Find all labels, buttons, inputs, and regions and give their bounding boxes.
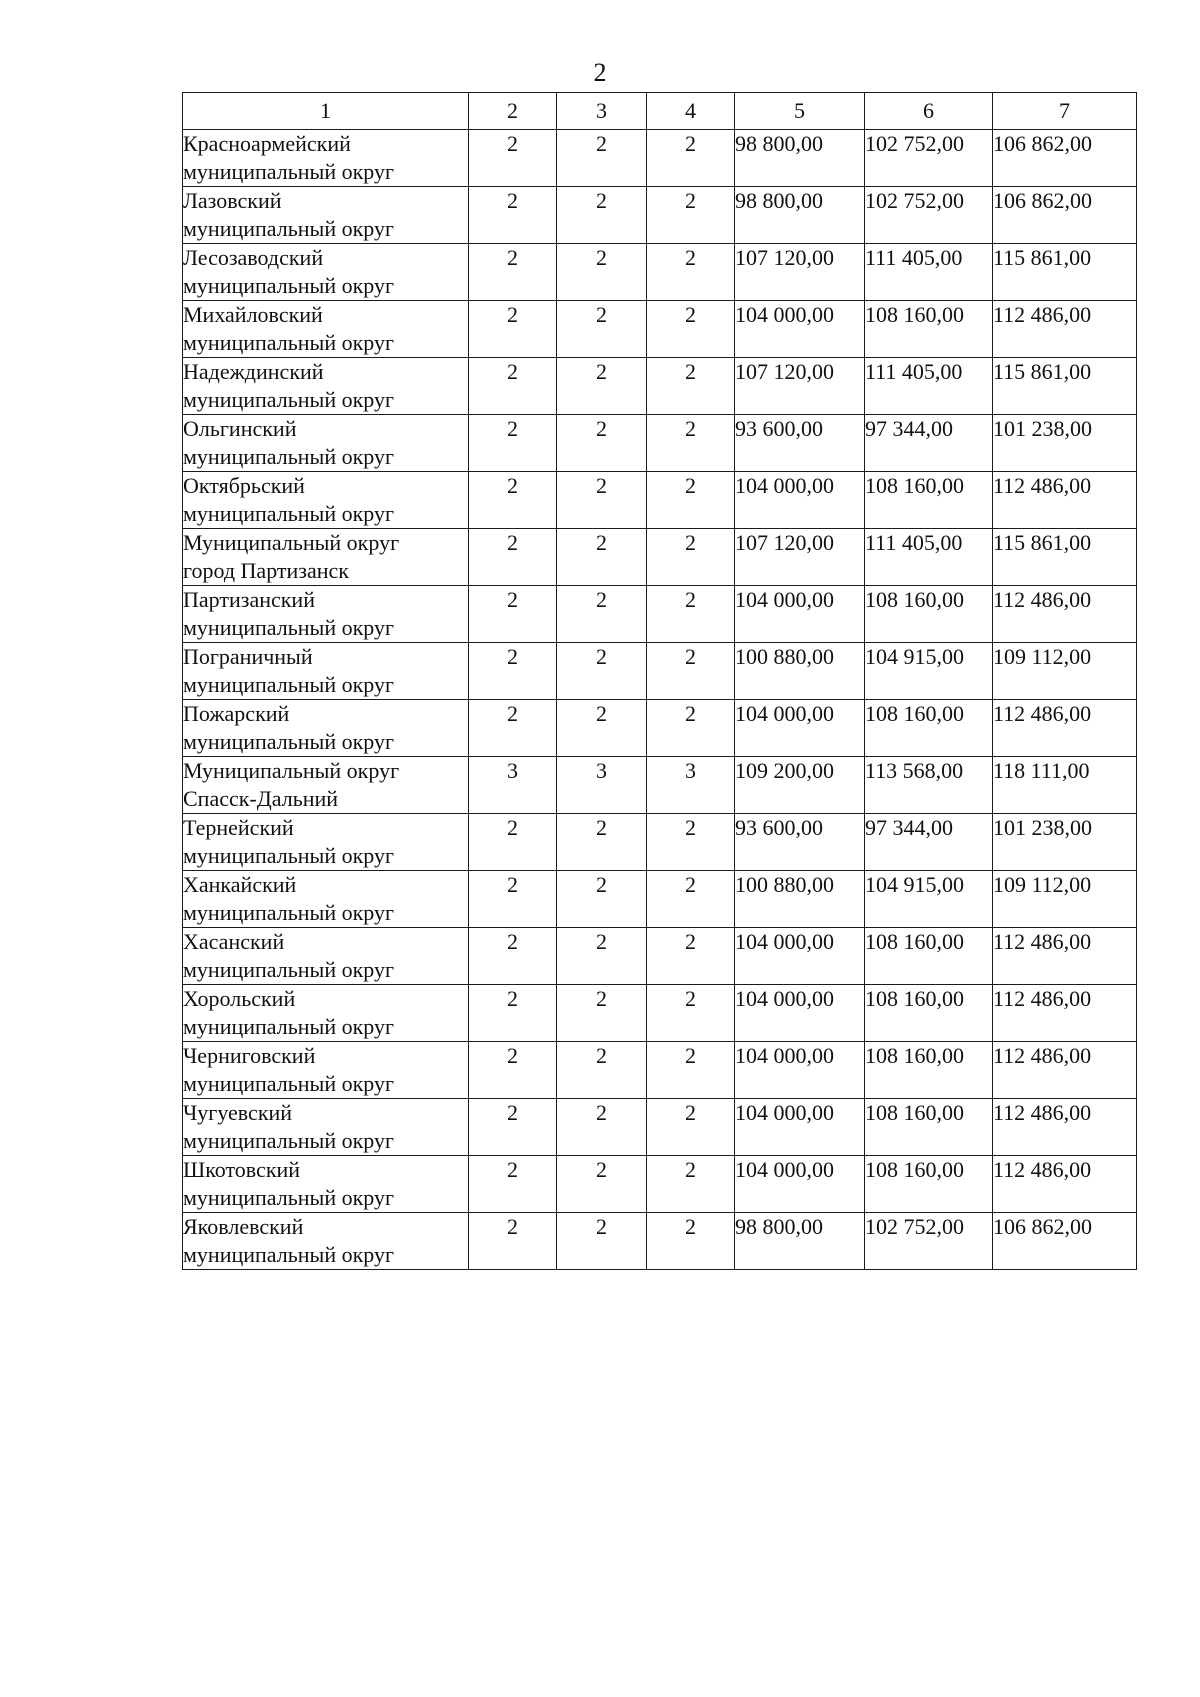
table-row <box>183 1213 1137 1270</box>
count-cell-c3: 2 <box>557 871 647 928</box>
table-row <box>183 757 1137 814</box>
table-row <box>183 358 1137 415</box>
amount-cell-c5: 104 000,00 <box>735 1042 865 1099</box>
page-number: 2 <box>593 58 607 87</box>
district-name-cell <box>183 1042 469 1099</box>
district-name-line-1: Пограничный <box>183 644 313 669</box>
table-row <box>183 529 1137 586</box>
amount-cell-c7: 112 486,00 <box>993 472 1137 529</box>
count-cell-c3: 2 <box>557 814 647 871</box>
amount-cell-c7: 109 112,00 <box>993 643 1137 700</box>
amount-cell-c7: 106 862,00 <box>993 130 1137 187</box>
amount-cell-c7: 115 861,00 <box>993 244 1137 301</box>
table-row <box>183 700 1137 757</box>
district-name-line-1: Яковлевский <box>183 1214 304 1239</box>
district-name-line-1: Шкотовский <box>183 1157 301 1182</box>
district-name-line-2: муниципальный округ <box>183 1242 395 1267</box>
column-header: 6 <box>865 93 993 130</box>
district-name-line-2: муниципальный округ <box>183 843 395 868</box>
amount-cell-c7: 115 861,00 <box>993 529 1137 586</box>
district-name-line-2: муниципальный округ <box>183 387 395 412</box>
amount-cell-c5: 98 800,00 <box>735 1213 865 1270</box>
amount-cell-c7: 112 486,00 <box>993 1099 1137 1156</box>
district-name-line-1: Красноармейский <box>183 131 351 156</box>
amount-cell-c5: 100 880,00 <box>735 643 865 700</box>
count-cell-c4: 2 <box>647 472 735 529</box>
district-name-line-1: Хорольский <box>183 986 296 1011</box>
count-cell-c4: 2 <box>647 130 735 187</box>
count-cell-c2: 2 <box>469 700 557 757</box>
amount-cell-c5: 107 120,00 <box>735 244 865 301</box>
table-row <box>183 244 1137 301</box>
amount-cell-c6: 108 160,00 <box>865 700 993 757</box>
amount-cell-c6: 113 568,00 <box>865 757 993 814</box>
header-row <box>183 93 1137 130</box>
count-cell-c2: 2 <box>469 985 557 1042</box>
district-name-cell <box>183 1156 469 1213</box>
amount-cell-c7: 118 111,00 <box>993 757 1137 814</box>
amount-cell-c5: 104 000,00 <box>735 1156 865 1213</box>
amount-cell-c5: 104 000,00 <box>735 928 865 985</box>
district-name-line-2: муниципальный округ <box>183 273 395 298</box>
district-name-line-1: Муниципальный округ <box>183 758 400 783</box>
amount-cell-c7: 106 862,00 <box>993 1213 1137 1270</box>
table-row <box>183 301 1137 358</box>
table-row <box>183 415 1137 472</box>
amount-cell-c6: 108 160,00 <box>865 928 993 985</box>
count-cell-c2: 2 <box>469 1099 557 1156</box>
amount-cell-c5: 104 000,00 <box>735 472 865 529</box>
district-name-line-2: муниципальный округ <box>183 729 395 754</box>
district-name-line-1: Муниципальный округ <box>183 530 400 555</box>
district-name-cell <box>183 586 469 643</box>
count-cell-c4: 2 <box>647 1099 735 1156</box>
count-cell-c2: 2 <box>469 1042 557 1099</box>
table-row <box>183 1156 1137 1213</box>
count-cell-c2: 2 <box>469 814 557 871</box>
count-cell-c4: 2 <box>647 1042 735 1099</box>
district-name-line-2: муниципальный округ <box>183 501 395 526</box>
count-cell-c3: 2 <box>557 1099 647 1156</box>
district-name-line-2: муниципальный округ <box>183 900 395 925</box>
amount-cell-c7: 112 486,00 <box>993 700 1137 757</box>
count-cell-c3: 2 <box>557 928 647 985</box>
count-cell-c4: 2 <box>647 301 735 358</box>
district-name-line-2: муниципальный округ <box>183 672 395 697</box>
district-name-line-2: муниципальный округ <box>183 444 395 469</box>
amount-cell-c5: 98 800,00 <box>735 130 865 187</box>
count-cell-c4: 2 <box>647 187 735 244</box>
amount-cell-c7: 115 861,00 <box>993 358 1137 415</box>
count-cell-c3: 2 <box>557 301 647 358</box>
count-cell-c2: 2 <box>469 358 557 415</box>
count-cell-c4: 2 <box>647 985 735 1042</box>
district-name-cell <box>183 130 469 187</box>
column-header: 1 <box>183 93 469 130</box>
amount-cell-c5: 107 120,00 <box>735 529 865 586</box>
amount-cell-c6: 108 160,00 <box>865 1042 993 1099</box>
amount-cell-c7: 112 486,00 <box>993 1156 1137 1213</box>
count-cell-c3: 2 <box>557 1042 647 1099</box>
district-name-line-2: муниципальный округ <box>183 615 395 640</box>
amount-cell-c6: 97 344,00 <box>865 814 993 871</box>
count-cell-c4: 2 <box>647 358 735 415</box>
district-name-line-2: муниципальный округ <box>183 216 395 241</box>
count-cell-c4: 2 <box>647 1156 735 1213</box>
count-cell-c4: 3 <box>647 757 735 814</box>
count-cell-c3: 2 <box>557 1156 647 1213</box>
table-body <box>183 130 1137 1270</box>
amount-cell-c6: 102 752,00 <box>865 1213 993 1270</box>
amount-cell-c5: 93 600,00 <box>735 415 865 472</box>
table-row <box>183 187 1137 244</box>
count-cell-c3: 2 <box>557 358 647 415</box>
district-name-cell <box>183 643 469 700</box>
column-header: 7 <box>993 93 1137 130</box>
district-name-cell <box>183 757 469 814</box>
count-cell-c4: 2 <box>647 643 735 700</box>
district-name-line-2: муниципальный округ <box>183 159 395 184</box>
table-row <box>183 130 1137 187</box>
district-name-line-1: Чугуевский <box>183 1100 293 1125</box>
amount-cell-c5: 100 880,00 <box>735 871 865 928</box>
district-name-line-1: Лазовский <box>183 188 282 213</box>
count-cell-c2: 2 <box>469 244 557 301</box>
table-header <box>183 93 1137 130</box>
count-cell-c2: 2 <box>469 472 557 529</box>
district-name-cell <box>183 1099 469 1156</box>
amount-cell-c5: 104 000,00 <box>735 985 865 1042</box>
district-name-line-2: муниципальный округ <box>183 330 395 355</box>
table-row <box>183 814 1137 871</box>
district-name-cell <box>183 415 469 472</box>
district-name-line-1: Тернейский <box>183 815 294 840</box>
count-cell-c3: 2 <box>557 643 647 700</box>
count-cell-c2: 3 <box>469 757 557 814</box>
table-row <box>183 586 1137 643</box>
count-cell-c3: 2 <box>557 985 647 1042</box>
count-cell-c2: 2 <box>469 928 557 985</box>
amount-cell-c6: 104 915,00 <box>865 871 993 928</box>
count-cell-c2: 2 <box>469 301 557 358</box>
district-name-cell <box>183 358 469 415</box>
column-header: 3 <box>557 93 647 130</box>
count-cell-c4: 2 <box>647 700 735 757</box>
amount-cell-c6: 102 752,00 <box>865 130 993 187</box>
district-name-line-1: Пожарский <box>183 701 290 726</box>
amount-cell-c7: 112 486,00 <box>993 985 1137 1042</box>
district-name-cell <box>183 928 469 985</box>
district-name-cell <box>183 244 469 301</box>
district-name-cell <box>183 187 469 244</box>
count-cell-c4: 2 <box>647 529 735 586</box>
amount-cell-c7: 112 486,00 <box>993 928 1137 985</box>
district-name-cell <box>183 700 469 757</box>
count-cell-c2: 2 <box>469 871 557 928</box>
count-cell-c3: 2 <box>557 130 647 187</box>
count-cell-c2: 2 <box>469 415 557 472</box>
count-cell-c3: 2 <box>557 187 647 244</box>
district-name-cell <box>183 1213 469 1270</box>
district-name-line-2: муниципальный округ <box>183 1128 395 1153</box>
count-cell-c4: 2 <box>647 871 735 928</box>
district-name-line-1: Лесозаводский <box>183 245 324 270</box>
count-cell-c2: 2 <box>469 1156 557 1213</box>
count-cell-c2: 2 <box>469 130 557 187</box>
district-name-line-1: Михайловский <box>183 302 323 327</box>
table-row <box>183 643 1137 700</box>
amount-cell-c7: 101 238,00 <box>993 814 1137 871</box>
amount-cell-c6: 108 160,00 <box>865 1099 993 1156</box>
district-name-line-1: Партизанский <box>183 587 315 612</box>
count-cell-c4: 2 <box>647 1213 735 1270</box>
district-name-line-1: Надеждинский <box>183 359 324 384</box>
district-name-line-1: Хасанский <box>183 929 285 954</box>
amount-cell-c6: 102 752,00 <box>865 187 993 244</box>
amount-cell-c7: 112 486,00 <box>993 1042 1137 1099</box>
table-row <box>183 985 1137 1042</box>
table-row <box>183 871 1137 928</box>
count-cell-c2: 2 <box>469 643 557 700</box>
district-name-cell <box>183 871 469 928</box>
amount-cell-c7: 109 112,00 <box>993 871 1137 928</box>
district-name-cell <box>183 529 469 586</box>
amount-cell-c6: 108 160,00 <box>865 985 993 1042</box>
district-name-line-2: муниципальный округ <box>183 957 395 982</box>
amount-cell-c6: 108 160,00 <box>865 586 993 643</box>
district-name-line-2: муниципальный округ <box>183 1014 395 1039</box>
amount-cell-c7: 112 486,00 <box>993 301 1137 358</box>
amount-cell-c5: 104 000,00 <box>735 700 865 757</box>
amount-cell-c5: 104 000,00 <box>735 586 865 643</box>
amount-cell-c6: 111 405,00 <box>865 244 993 301</box>
amount-cell-c6: 108 160,00 <box>865 1156 993 1213</box>
amount-cell-c5: 109 200,00 <box>735 757 865 814</box>
column-header: 4 <box>647 93 735 130</box>
amount-cell-c5: 98 800,00 <box>735 187 865 244</box>
district-name-line-1: Черниговский <box>183 1043 316 1068</box>
data-table <box>182 92 1137 1270</box>
district-name-line-1: Ханкайский <box>183 872 297 897</box>
count-cell-c3: 2 <box>557 415 647 472</box>
column-header: 5 <box>735 93 865 130</box>
count-cell-c4: 2 <box>647 814 735 871</box>
count-cell-c4: 2 <box>647 415 735 472</box>
count-cell-c4: 2 <box>647 244 735 301</box>
district-name-cell <box>183 472 469 529</box>
amount-cell-c5: 107 120,00 <box>735 358 865 415</box>
district-name-line-1: Ольгинский <box>183 416 297 441</box>
table-row <box>183 1099 1137 1156</box>
district-name-line-1: Октябрьский <box>183 473 305 498</box>
count-cell-c4: 2 <box>647 586 735 643</box>
count-cell-c3: 2 <box>557 1213 647 1270</box>
district-name-cell <box>183 985 469 1042</box>
table-row <box>183 1042 1137 1099</box>
amount-cell-c5: 104 000,00 <box>735 1099 865 1156</box>
amount-cell-c7: 106 862,00 <box>993 187 1137 244</box>
count-cell-c3: 3 <box>557 757 647 814</box>
amount-cell-c6: 108 160,00 <box>865 301 993 358</box>
count-cell-c2: 2 <box>469 529 557 586</box>
amount-cell-c6: 111 405,00 <box>865 358 993 415</box>
district-name-line-2: муниципальный округ <box>183 1185 395 1210</box>
count-cell-c3: 2 <box>557 472 647 529</box>
district-name-line-2: муниципальный округ <box>183 1071 395 1096</box>
count-cell-c2: 2 <box>469 586 557 643</box>
amount-cell-c6: 111 405,00 <box>865 529 993 586</box>
table-row <box>183 928 1137 985</box>
amount-cell-c5: 93 600,00 <box>735 814 865 871</box>
amount-cell-c5: 104 000,00 <box>735 301 865 358</box>
count-cell-c4: 2 <box>647 928 735 985</box>
column-header: 2 <box>469 93 557 130</box>
table-row <box>183 472 1137 529</box>
amount-cell-c6: 97 344,00 <box>865 415 993 472</box>
count-cell-c3: 2 <box>557 529 647 586</box>
district-name-line-2: Спасск-Дальний <box>183 786 339 811</box>
count-cell-c3: 2 <box>557 700 647 757</box>
amount-cell-c7: 112 486,00 <box>993 586 1137 643</box>
district-name-cell <box>183 814 469 871</box>
count-cell-c2: 2 <box>469 1213 557 1270</box>
district-name-cell <box>183 301 469 358</box>
district-name-line-2: город Партизанск <box>183 558 349 583</box>
amount-cell-c6: 104 915,00 <box>865 643 993 700</box>
count-cell-c3: 2 <box>557 244 647 301</box>
amount-cell-c6: 108 160,00 <box>865 472 993 529</box>
count-cell-c2: 2 <box>469 187 557 244</box>
amount-cell-c7: 101 238,00 <box>993 415 1137 472</box>
count-cell-c3: 2 <box>557 586 647 643</box>
